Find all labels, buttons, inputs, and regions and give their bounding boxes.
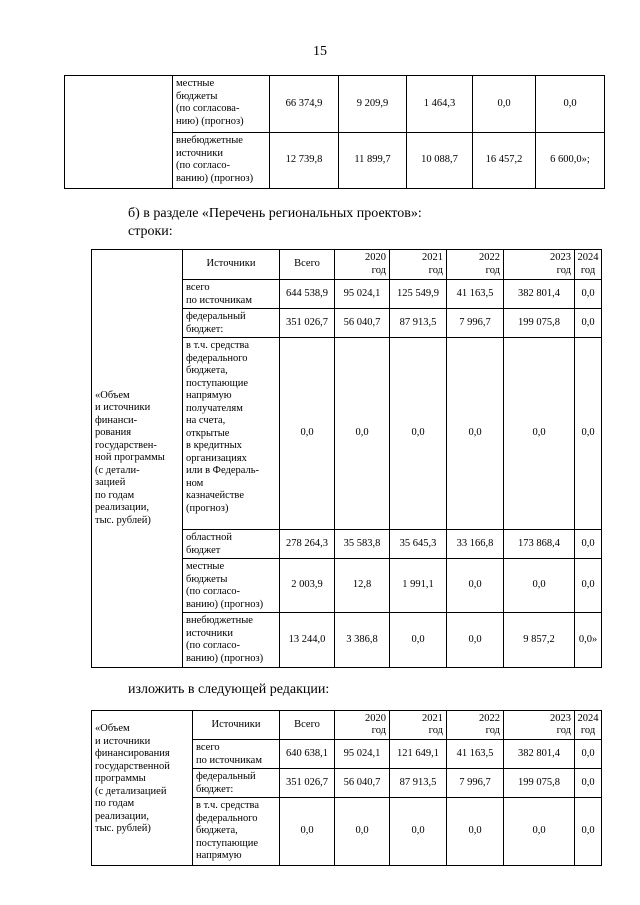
row-label: местные бюджеты (по согласо- ванию) (прогноз) — [183, 559, 280, 613]
row-label: федеральный бюджет: — [193, 769, 280, 798]
value-cell: 0,0 — [390, 338, 447, 530]
value-cell: 0,0 — [447, 613, 504, 668]
column-header: 2022 год — [447, 250, 504, 280]
column-header: 2024 год — [575, 250, 602, 280]
value-cell: 0,0 — [390, 613, 447, 668]
value-cell: 0,0 — [504, 338, 575, 530]
paragraph-new-edition: изложить в следующей редакции: — [128, 682, 330, 697]
value-cell: 6 600,0»; — [536, 133, 605, 189]
column-header: 2020 год — [335, 711, 390, 740]
row-label: местные бюджеты (по согласова- нию) (прогноз) — [173, 76, 270, 133]
value-cell: 0,0 — [575, 769, 602, 798]
value-cell: 87 913,5 — [390, 309, 447, 338]
value-cell: 1 464,3 — [407, 76, 473, 133]
value-cell: 41 163,5 — [447, 280, 504, 309]
value-cell: 12 739,8 — [270, 133, 339, 189]
row-label: всего по источникам — [193, 740, 280, 769]
value-cell: 95 024,1 — [335, 740, 390, 769]
column-header: 2021 год — [390, 711, 447, 740]
value-cell: 0,0 — [575, 798, 602, 866]
value-cell: 0,0 — [473, 76, 536, 133]
column-header: 2020 год — [335, 250, 390, 280]
paragraph-rows-label: строки: — [128, 224, 173, 239]
value-cell: 35 583,8 — [335, 530, 390, 559]
value-cell: 13 244,0 — [280, 613, 335, 668]
value-cell: 0,0 — [447, 338, 504, 530]
column-header: Источники — [183, 250, 280, 280]
value-cell: 9 857,2 — [504, 613, 575, 668]
value-cell: 56 040,7 — [335, 769, 390, 798]
page-number: 15 — [313, 44, 327, 59]
value-cell: 95 024,1 — [335, 280, 390, 309]
value-cell: 121 649,1 — [390, 740, 447, 769]
column-header: Всего — [280, 711, 335, 740]
value-cell: 199 075,8 — [504, 309, 575, 338]
value-cell: 640 638,1 — [280, 740, 335, 769]
value-cell: 0,0 — [390, 798, 447, 866]
value-cell: 278 264,3 — [280, 530, 335, 559]
row-label: в т.ч. средства федерального бюджета, поступающие напрямую — [193, 798, 280, 866]
side-cell — [65, 76, 173, 189]
value-cell: 0,0 — [504, 798, 575, 866]
row-label: внебюджетные источники (по согласо- ванию) (прогноз) — [183, 613, 280, 668]
value-cell: 35 645,3 — [390, 530, 447, 559]
column-header: Всего — [280, 250, 335, 280]
value-cell: 173 868,4 — [504, 530, 575, 559]
column-header: 2022 год — [447, 711, 504, 740]
row-label: федеральный бюджет: — [183, 309, 280, 338]
row-label: областной бюджет — [183, 530, 280, 559]
value-cell: 0,0 — [447, 798, 504, 866]
value-cell: 66 374,9 — [270, 76, 339, 133]
value-cell: 0,0 — [280, 338, 335, 530]
value-cell: 351 026,7 — [280, 769, 335, 798]
table-header-row — [92, 711, 602, 740]
value-cell: 1 991,1 — [390, 559, 447, 613]
value-cell: 0,0 — [335, 338, 390, 530]
column-header: 2021 год — [390, 250, 447, 280]
value-cell: 0,0 — [447, 559, 504, 613]
row-label: всего по источникам — [183, 280, 280, 309]
value-cell: 0,0» — [575, 613, 602, 668]
value-cell: 33 166,8 — [447, 530, 504, 559]
value-cell: 7 996,7 — [447, 769, 504, 798]
value-cell: 0,0 — [575, 309, 602, 338]
value-cell: 0,0 — [575, 740, 602, 769]
value-cell: 9 209,9 — [339, 76, 407, 133]
value-cell: 56 040,7 — [335, 309, 390, 338]
value-cell: 0,0 — [280, 798, 335, 866]
value-cell: 382 801,4 — [504, 280, 575, 309]
value-cell: 644 538,9 — [280, 280, 335, 309]
value-cell: 11 899,7 — [339, 133, 407, 189]
value-cell: 0,0 — [575, 530, 602, 559]
value-cell: 7 996,7 — [447, 309, 504, 338]
value-cell: 382 801,4 — [504, 740, 575, 769]
value-cell: 87 913,5 — [390, 769, 447, 798]
side-label: «Объем и источники финансирования государственной программы (с детализацией по годам реализации, тыс. рублей) — [92, 711, 193, 866]
value-cell: 0,0 — [575, 559, 602, 613]
value-cell: 199 075,8 — [504, 769, 575, 798]
value-cell: 0,0 — [335, 798, 390, 866]
row-label: в т.ч. средства федерального бюджета, поступающие напрямую получателям на счета, открытые в кредитных организациях или в Федераль- ном казначействе (прогноз) — [183, 338, 280, 530]
value-cell: 2 003,9 — [280, 559, 335, 613]
paragraph-section-intro: б) в разделе «Перечень региональных проектов»: — [128, 206, 422, 221]
value-cell: 12,8 — [335, 559, 390, 613]
table-funding-new — [91, 710, 602, 866]
column-header: 2023 год — [504, 711, 575, 740]
row-label: внебюджетные источники (по согласо- ванию) (прогноз) — [173, 133, 270, 189]
table-funding-continuation — [64, 75, 605, 189]
value-cell: 41 163,5 — [447, 740, 504, 769]
table-header-row — [92, 250, 602, 280]
value-cell: 125 549,9 — [390, 280, 447, 309]
value-cell: 0,0 — [575, 280, 602, 309]
column-header: 2023 год — [504, 250, 575, 280]
value-cell: 0,0 — [536, 76, 605, 133]
value-cell: 351 026,7 — [280, 309, 335, 338]
value-cell: 0,0 — [575, 338, 602, 530]
column-header: 2024 год — [575, 711, 602, 740]
side-label: «Объем и источники финанси- рования государствен- ной программы (с детали- зацией по годам реализации, тыс. рублей) — [92, 250, 183, 668]
value-cell: 3 386,8 — [335, 613, 390, 668]
column-header: Источники — [193, 711, 280, 740]
value-cell: 10 088,7 — [407, 133, 473, 189]
value-cell: 16 457,2 — [473, 133, 536, 189]
table-row — [65, 76, 605, 133]
value-cell: 0,0 — [504, 559, 575, 613]
table-funding-old — [91, 249, 602, 668]
